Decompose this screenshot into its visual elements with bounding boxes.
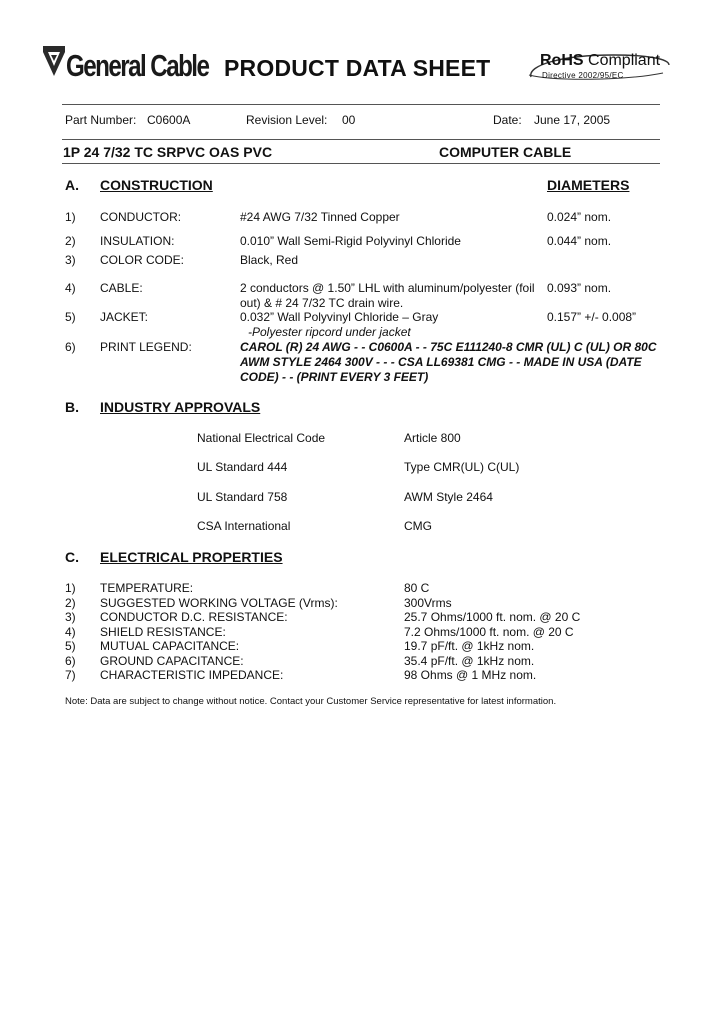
general-cable-logo-icon xyxy=(42,44,66,83)
construction-row-label: CONDUCTOR: xyxy=(100,210,182,224)
company-logo-text: General Cable xyxy=(66,48,209,83)
construction-row-diameter: 0.044” nom. xyxy=(547,234,612,248)
electrical-row-value: 19.7 pF/ft. @ 1kHz nom. xyxy=(404,639,535,653)
electrical-row-num: 6) xyxy=(65,654,76,668)
electrical-row-num: 7) xyxy=(65,668,76,682)
page-title: PRODUCT DATA SHEET xyxy=(224,55,491,81)
electrical-row-value: 7.2 Ohms/1000 ft. nom. @ 20 C xyxy=(404,625,574,639)
electrical-row-num: 3) xyxy=(65,610,76,624)
print-legend-line: AWM STYLE 2464 300V - - - CSA LL69381 CMG - - MADE IN USA (DATE xyxy=(240,355,642,369)
rohs-directive: Directive 2002/95/EC xyxy=(542,71,624,80)
divider xyxy=(62,139,660,140)
section-c-letter: C. xyxy=(65,549,79,565)
print-legend-line: CODE) - - (PRINT EVERY 3 FEET) xyxy=(240,370,429,384)
construction-row-label: JACKET: xyxy=(100,310,149,324)
part-number-value: C0600A xyxy=(147,113,191,127)
print-legend-line: CAROL (R) 24 AWG - - C0600A - - 75C E111240-8 CMR (UL) C (UL) OR 80C xyxy=(240,340,657,354)
electrical-row-label: MUTUAL CAPACITANCE: xyxy=(100,639,240,653)
electrical-row-value: 80 C xyxy=(404,581,430,595)
construction-row-num: 5) xyxy=(65,310,76,324)
divider xyxy=(62,163,660,164)
electrical-row-num: 5) xyxy=(65,639,76,653)
construction-row-desc: Black, Red xyxy=(240,253,299,267)
construction-row-label: CABLE: xyxy=(100,281,143,295)
divider xyxy=(62,104,660,105)
rohs-compliant: Compliant xyxy=(588,52,661,69)
section-approvals-title: INDUSTRY APPROVALS xyxy=(100,399,261,415)
construction-row-label: COLOR CODE: xyxy=(100,253,185,267)
construction-row-desc: 2 conductors @ 1.50” LHL with aluminum/polyester (foil xyxy=(240,281,535,295)
construction-row-desc-cont: out) & # 24 7/32 TC drain wire. xyxy=(240,296,404,310)
construction-row-diameter: 0.157” +/- 0.008” xyxy=(547,310,637,324)
revision-label: Revision Level: xyxy=(246,113,328,127)
construction-row-num: 4) xyxy=(65,281,76,295)
construction-row-num: 1) xyxy=(65,210,76,224)
electrical-row-value: 25.7 Ohms/1000 ft. nom. @ 20 C xyxy=(404,610,581,624)
construction-row-desc: #24 AWG 7/32 Tinned Copper xyxy=(240,210,400,224)
product-name: 1P 24 7/32 TC SRPVC OAS PVC xyxy=(63,144,273,160)
construction-row-num: 2) xyxy=(65,234,76,248)
approval-name: CSA International xyxy=(197,519,291,533)
rohs-compliant-label xyxy=(540,52,660,70)
approval-value: CMG xyxy=(404,519,432,533)
construction-row-label: PRINT LEGEND: xyxy=(100,340,192,354)
electrical-row-label: SUGGESTED WORKING VOLTAGE (Vrms): xyxy=(100,596,338,610)
electrical-row-num: 2) xyxy=(65,596,76,610)
section-b-letter: B. xyxy=(65,399,79,415)
diameters-title: DIAMETERS xyxy=(547,177,630,193)
approval-value: AWM Style 2464 xyxy=(404,490,493,504)
electrical-row-label: TEMPERATURE: xyxy=(100,581,194,595)
electrical-row-value: 300Vrms xyxy=(404,596,452,610)
construction-row-desc-cont: -Polyester ripcord under jacket xyxy=(248,325,411,339)
electrical-row-label: CHARACTERISTIC IMPEDANCE: xyxy=(100,668,284,682)
approval-value: Article 800 xyxy=(404,431,461,445)
revision-value: 00 xyxy=(342,113,356,127)
approval-name: UL Standard 758 xyxy=(197,490,288,504)
section-construction-title: CONSTRUCTION xyxy=(100,177,213,193)
construction-row-desc: 0.010” Wall Semi-Rigid Polyvinyl Chloride xyxy=(240,234,461,248)
electrical-row-num: 1) xyxy=(65,581,76,595)
construction-row-diameter: 0.093” nom. xyxy=(547,281,612,295)
part-number-label: Part Number: xyxy=(65,113,137,127)
approval-value: Type CMR(UL) C(UL) xyxy=(404,460,520,474)
rohs-bold: RoHS xyxy=(540,52,584,69)
electrical-row-label: GROUND CAPACITANCE: xyxy=(100,654,244,668)
date-value: June 17, 2005 xyxy=(534,113,611,127)
construction-row-num: 3) xyxy=(65,253,76,267)
section-a-letter: A. xyxy=(65,177,79,193)
construction-row-label: INSULATION: xyxy=(100,234,175,248)
approval-name: National Electrical Code xyxy=(197,431,326,445)
construction-row-diameter: 0.024” nom. xyxy=(547,210,612,224)
approval-name: UL Standard 444 xyxy=(197,460,288,474)
footnote: Note: Data are subject to change without notice. Contact your Customer Service representative for latest information. xyxy=(65,696,557,707)
electrical-row-label: CONDUCTOR D.C. RESISTANCE: xyxy=(100,610,288,624)
section-electrical-title: ELECTRICAL PROPERTIES xyxy=(100,549,283,565)
electrical-row-value: 98 Ohms @ 1 MHz nom. xyxy=(404,668,537,682)
date-label: Date: xyxy=(493,113,522,127)
construction-row-desc: 0.032” Wall Polyvinyl Chloride – Gray xyxy=(240,310,439,324)
product-category: COMPUTER CABLE xyxy=(439,144,572,160)
electrical-row-value: 35.4 pF/ft. @ 1kHz nom. xyxy=(404,654,535,668)
construction-row-num: 6) xyxy=(65,340,76,354)
electrical-row-num: 4) xyxy=(65,625,76,639)
electrical-row-label: SHIELD RESISTANCE: xyxy=(100,625,226,639)
